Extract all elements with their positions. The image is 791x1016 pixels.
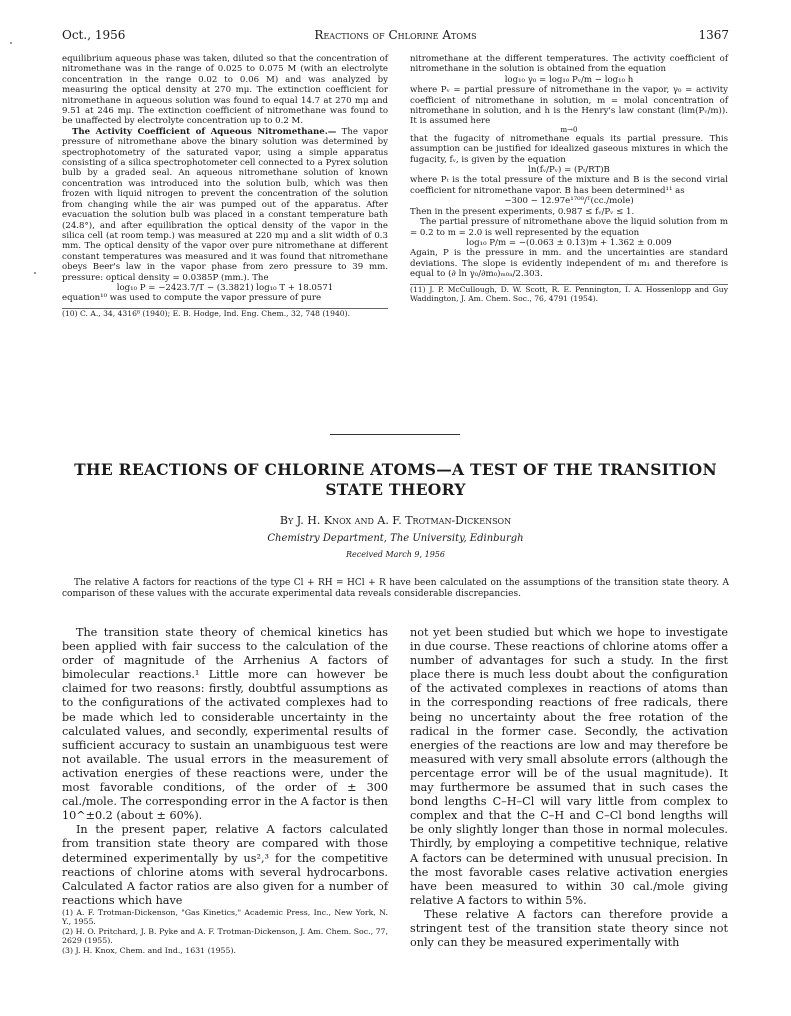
equation: log₁₀ γ₀ = log₁₀ Pᵥ/m − log₁₀ h <box>504 74 634 85</box>
paragraph: that the fugacity of nitromethane equals its partial pressure. This assumption can be justified for idealized gaseous mixtures in which the fugacity, fᵥ, is given by the equation <box>410 133 728 165</box>
authors: By J. H. Knox and A. F. Trotman-Dickenson <box>279 514 512 527</box>
top-left-column <box>62 54 388 318</box>
page-number: 1367 <box>698 28 729 42</box>
received-date: Received March 9, 1956 <box>346 550 445 559</box>
paragraph: not yet been studied but which we hope to investigate in due course. These reactions of chlorine atoms offer a number of advantages for such a study. In the first place there is much less doubt about the configuration of the activated complexes in reactions of atoms than in the corresponding reactions of free radicals, there being no uncertainty about the free rotation of the radical in the former case. Secondly, the activation energies of the reactions are low and may therefore be measured with very small absolute errors (although the percentage error will be of the usual magnitude). It may furthermore be assumed that in such cases the bond lengths C–H–Cl will vary little from complex to complex and that the C–H and C–Cl bond lengths will be only slightly longer than those in normal molecules. Thirdly, by employing a competitive technique, relative A factors can be determined with unusual precision. In the most favorable cases relative activation energies have been measured to within 30 cal./mole giving relative A factors to within 5%. <box>410 626 728 907</box>
paragraph: The partial pressure of nitromethane above the liquid solution from m = 0.2 to m = 2.0 is well represented by the equation <box>410 217 728 238</box>
paragraph: Again, P is the pressure in mm. and the uncertainties are standard deviations. The slope is evidently independent of m₁ and therefore is equal to (∂ ln γ₀/∂m₀)ₘ₀ₐ/2.303. <box>410 248 728 280</box>
footnote: (3) J. H. Knox, Chem. and Ind., 1631 (1955). <box>62 945 236 955</box>
running-title: Reactions of Chlorine Atoms <box>314 28 477 42</box>
top-right-column <box>410 54 728 303</box>
section-separator <box>330 434 460 435</box>
footnote: (11) J. P. McCullough, D. W. Scott, R. E. Pennington, I. A. Hossenlopp and Guy Waddington, J. Am. Chem. Soc., 76, 4791 (1954). <box>410 284 728 303</box>
body-right-column <box>410 626 728 950</box>
abstract: The relative A factors for reactions of the type Cl + RH = HCl + R have been calculated on the assumptions of the transition state theory. A comparison of these values with the accurate experimental data reveals considerable discrepancies. <box>62 578 729 599</box>
footnote: (10) C. A., 34, 4316⁸ (1940); E. B. Hodge, Ind. Eng. Chem., 32, 748 (1940). <box>62 308 351 318</box>
equation: log₁₀ P = −2423.7/T − (3.3821) log₁₀ T + 18.0571 <box>116 282 334 293</box>
section-heading: The Activity Coefficient of Aqueous Nitromethane.— <box>72 126 337 137</box>
equation: −300 − 12.97e¹⁷⁰⁰/ᵀ(cc./mole) <box>504 196 634 207</box>
affiliation: Chemistry Department, The University, Edinburgh <box>267 533 524 544</box>
paragraph: These relative A factors can therefore provide a stringent test of the transition state theory since not only can they be measured experimentally with <box>410 907 728 950</box>
footnote: (1) A. F. Trotman-Dickenson, "Gas Kinetics," Academic Press, Inc., New York, N. Y., 1955. <box>62 907 388 927</box>
page-speck <box>10 42 12 44</box>
equation: log₁₀ P/m = −(0.063 ± 0.13)m + 1.362 ± 0.009 <box>466 237 672 248</box>
paragraph: equilibrium aqueous phase was taken, diluted so that the concentration of nitromethane was in the range of 0.025 to 0.075 M (with an electrolyte concentration in the range 0.02 to 0.06 M) and was analyzed by measuring the optical density at 270 mμ. The extinction coefficient for nitromethane in aqueous solution was found to equal 14.7 at 270 mμ and 9.51 at 246 mμ. The extinction coefficient of nitromethane was found to be unaffected by electrolyte concentration up to 0.2 M. <box>62 54 388 127</box>
footnote: (2) H. O. Pritchard, J. B. Pyke and A. F. Trotman-Dickenson, J. Am. Chem. Soc., 77, 2629 (1955). <box>62 926 388 946</box>
issue-date: Oct., 1956 <box>62 28 126 42</box>
page-speck <box>34 272 36 274</box>
paragraph: The Activity Coefficient of Aqueous Nitromethane.— The vapor pressure of nitromethane above the binary solution was determined by spectrophotometry of the saturated vapor, using a simple apparatus consisting of a silica spectrophotometer cell connected to a Pyrex solution bulb by a graded seal. An aqueous nitromethane solution of known concentration was introduced into the solution bulb, which was then frozen with liquid nitrogen to prevent the concentration of the solution from changing while the air was pumped out of the apparatus. After evacuation the solution bulb was placed in a constant temperature bath (24.8°), and after equilibration the optical density of the vapor in the silica cell (at room temp.) was measured at 220 mμ and a slit width of 0.3 mm. The optical density of the vapor over pure nitromethane at different constant temperatures was measured and it was found that nitromethane obeys Beer's law in the vapor phase from zero pressure to 39 mm. pressure: optical density = 0.0385P (mm.). The <box>62 126 388 283</box>
body-left-column <box>62 626 388 955</box>
paragraph: In the present paper, relative A factors calculated from transition state theory are compared with those determined experimentally by us²,³ for the competitive reactions of chlorine atoms with several hydrocarbons. Calculated A factor ratios are also given for a number of reactions which have <box>62 823 388 907</box>
equation: ln(fᵥ/Pᵥ) = (Pₜ/RT)B <box>528 165 610 176</box>
article-title: THE REACTIONS OF CHLORINE ATOMS—A TEST OF THE TRANSITION STATE THEORY <box>74 460 717 499</box>
paragraph: where Pₜ is the total pressure of the mixture and B is the second virial coefficient for nitromethane vapor. B has been determined¹¹ as <box>410 175 728 196</box>
paragraph: Then in the present experiments, 0.987 ≤ fᵥ/Pᵥ ≤ 1. <box>410 206 635 217</box>
paragraph: nitromethane at the different temperatures. The activity coefficient of nitromethane in the solution is obtained from the equation <box>410 54 728 75</box>
paragraph: The transition state theory of chemical kinetics has been applied with fair success to the calculation of the order of magnitude of the Arrhenius A factors of bimolecular reactions.¹ Little more can however be claimed for two reasons: firstly, doubtful assumptions as to the configurations of the activated complexes had to be made which led to considerable uncertainty in the calculated values, and secondly, experimental results of sufficient accuracy to sustain an unambiguous test were not available. The usual errors in the measurement of activation energies of these reactions were, under the most favorable conditions, of the order of ± 300 cal./mole. The corresponding error in the A factor is then 10^±0.2 (about ± 60%). <box>62 626 388 823</box>
paragraph: equation¹⁰ was used to compute the vapor pressure of pure <box>62 293 322 304</box>
limit-subscript: m→0 <box>560 125 578 134</box>
paragraph: where Pᵥ = partial pressure of nitromethane in the vapor, γ₀ = activity coefficient of nitromethane in solution, m = molal concentration of nitromethane in solution, and h is the Henry's law constant (lim(Pᵥ/m)). It is assumed here <box>410 85 728 127</box>
